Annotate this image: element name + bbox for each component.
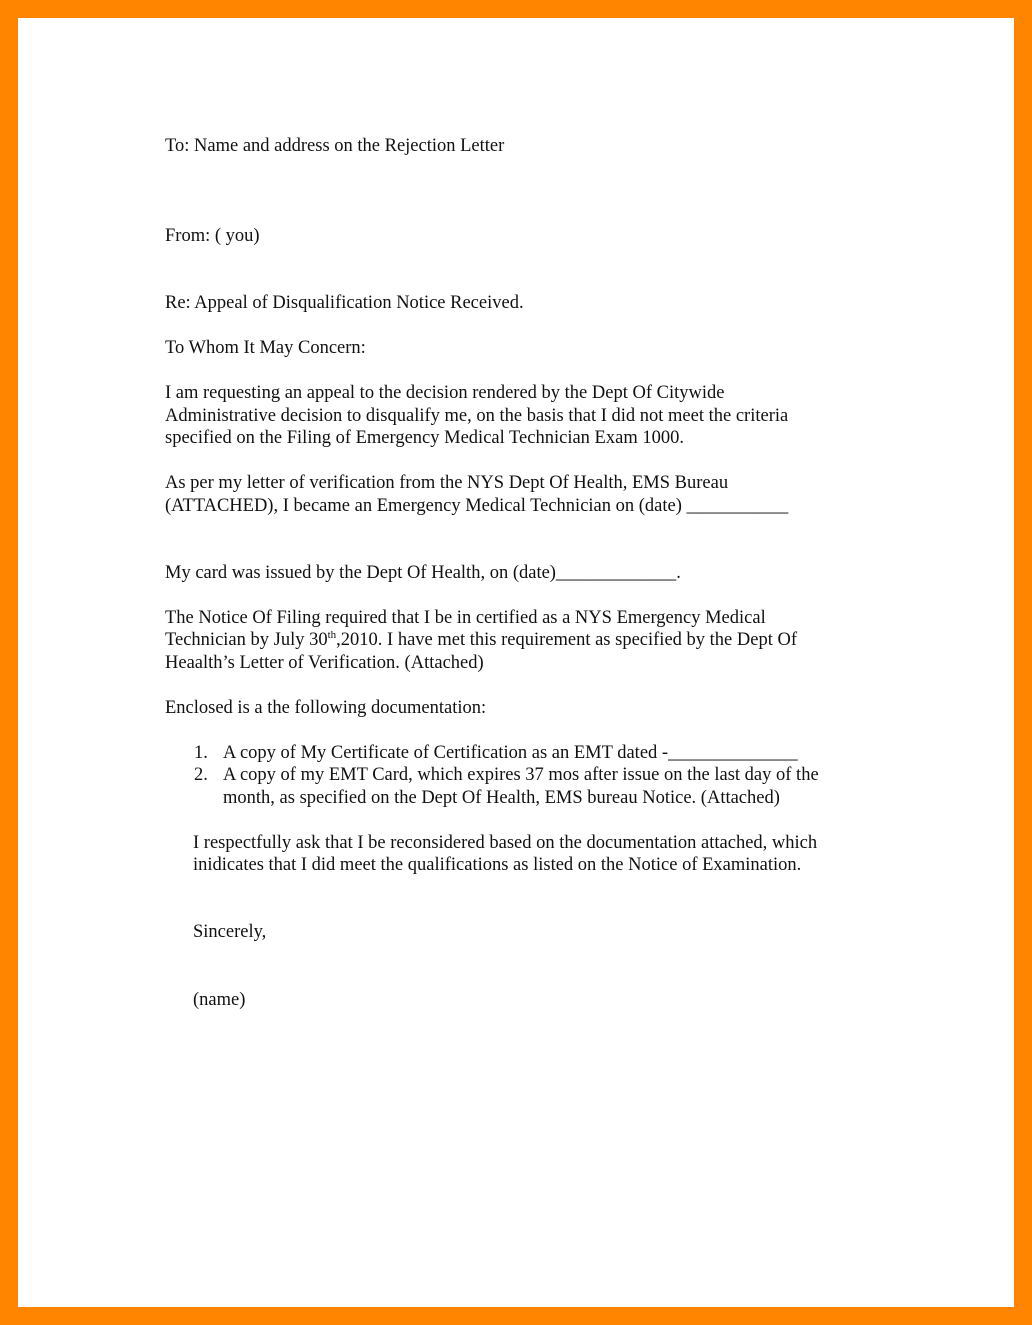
list-item-number: 2. [194,765,208,785]
paragraph-5-line-2: inidicates that I did meet the qualifications as listed on the Notice of Examination. [193,855,802,875]
closing: Sincerely, [193,922,267,942]
paragraph-4-line-3: Heaalth’s Letter of Verification. (Attached) [165,653,484,673]
list-item-text: A copy of my EMT Card, which expires 37 mos after issue on the last day of the [223,765,819,785]
paragraph-2-line-2: (ATTACHED), I became an Emergency Medical Technician on (date) ___________ [165,496,789,516]
enclosed-intro: Enclosed is a the following documentation: [165,698,487,718]
ordinal-superscript: th [327,629,337,641]
paragraph-4-line-2-start: Technician by July 30 [165,630,328,650]
paragraph-2-line-1: As per my letter of verification from the NYS Dept Of Health, EMS Bureau [165,473,729,493]
paragraph-1-line-2: Administrative decision to disqualify me, on the basis that I did not meet the criteria [165,406,789,426]
re-line: Re: Appeal of Disqualification Notice Received. [165,293,524,313]
paragraph-4-line-1: The Notice Of Filing required that I be in certified as a NYS Emergency Medical [165,608,766,628]
paragraph-1-line-1: I am requesting an appeal to the decision rendered by the Dept Of Citywide [165,383,725,403]
signature-placeholder: (name) [193,990,246,1010]
paragraph-1-line-3: specified on the Filing of Emergency Medical Technician Exam 1000. [165,428,684,448]
from-line: From: ( you) [165,226,260,246]
paragraph-3: My card was issued by the Dept Of Health, on (date)_____________. [165,563,681,583]
salutation: To Whom It May Concern: [165,338,366,358]
letter-page [18,18,1014,1307]
paragraph-4-line-2 [165,629,797,653]
list-item-text: month, as specified on the Dept Of Health, EMS bureau Notice. (Attached) [223,788,780,808]
paragraph-4-line-2-end: ,2010. I have met this requirement as specified by the Dept Of [336,630,797,650]
to-line: To: Name and address on the Rejection Letter [165,136,505,156]
list-item-text: A copy of My Certificate of Certification as an EMT dated -______________ [223,743,798,763]
list-item-number: 1. [194,743,208,763]
paragraph-5-line-1: I respectfully ask that I be reconsidered based on the documentation attached, which [193,833,818,853]
